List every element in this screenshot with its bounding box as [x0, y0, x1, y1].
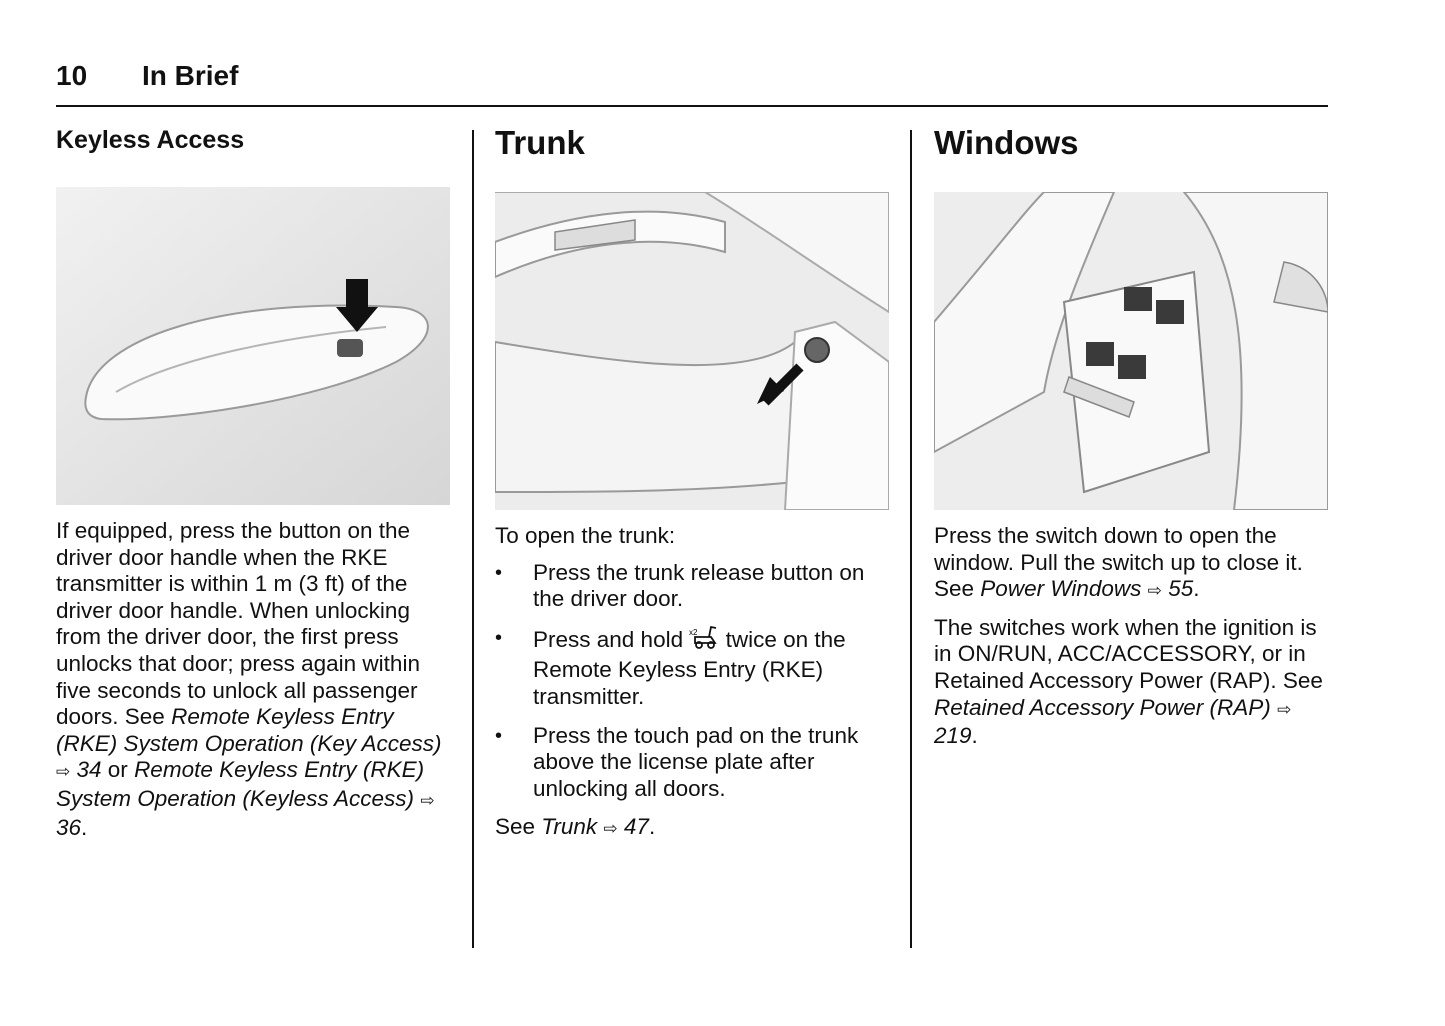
page-ref-36[interactable]: 36: [56, 814, 82, 840]
window-switches-illustration: [934, 192, 1328, 510]
period: .: [81, 814, 88, 840]
page-ref-47[interactable]: 47: [623, 814, 649, 840]
period: .: [1193, 576, 1200, 602]
windows-paragraph-2: [934, 615, 1328, 750]
trunk-release-illustration: [495, 192, 889, 510]
column-divider-1: [472, 130, 474, 948]
trunk-step-3: Press the touch pad on the trunk above the license plate after unlocking all doors.: [533, 722, 859, 801]
header-rule: [56, 105, 1328, 107]
bullet-icon: •: [495, 626, 503, 649]
windows-body-2: The switches work when the ignition is in ON/RUN, ACC/ACCESSORY, or in Retained Accessory Power (RAP). See: [934, 614, 1323, 693]
trunk-step-2-post: twice on the Remote Keyless Entry (RKE) transmitter.: [533, 626, 846, 709]
column-divider-2: [910, 130, 912, 948]
trunk-steps-list: [495, 560, 887, 803]
section-title: In Brief: [142, 60, 239, 91]
page-ref-arrow-icon: ⇨: [420, 790, 435, 810]
page-ref-55[interactable]: 55: [1168, 576, 1194, 602]
trunk-intro: To open the trunk:: [495, 523, 676, 548]
connector-text: or: [101, 757, 135, 783]
page-ref-219[interactable]: 219: [934, 723, 972, 749]
trunk-step-1: Press the trunk release button on the driver door.: [533, 559, 865, 612]
page-ref-arrow-icon: ⇨: [1277, 699, 1292, 719]
windows-paragraph-1: [934, 523, 1328, 605]
keyless-body: If equipped, press the button on the driver door handle when the RKE transmitter is within 1 m (3 ft) of the driver door handle. When unlocking from the driver door, the first press unlocks that door; press again within five seconds to unlock all passenger doors. See: [56, 518, 420, 730]
page-ref-arrow-icon: ⇨: [1147, 581, 1162, 601]
bullet-icon: •: [495, 561, 503, 584]
trunk-heading: Trunk: [495, 124, 585, 161]
page-ref-arrow-icon: ⇨: [603, 819, 618, 839]
keyless-access-text: [56, 518, 448, 851]
trunk-step-2-pre: Press and hold: [533, 626, 690, 652]
period: .: [648, 814, 656, 840]
windows-text: [934, 523, 1328, 760]
link-trunk[interactable]: Trunk: [541, 814, 598, 840]
trunk-icon-label: x2: [689, 627, 698, 637]
list-item: [495, 723, 887, 803]
period: .: [971, 723, 978, 749]
page-ref-arrow-icon: ⇨: [56, 762, 71, 782]
see-text: See: [495, 814, 542, 840]
trunk-text: [495, 523, 887, 853]
link-rke-key-access[interactable]: Remote Keyless Entry (RKE) System Operation (Key Access): [56, 704, 442, 756]
bullet-icon: •: [495, 724, 503, 747]
trunk-icon: [689, 625, 719, 658]
trunk-see-also: [495, 814, 887, 843]
keyless-paragraph: [56, 518, 448, 841]
page-number: 10: [56, 60, 88, 91]
link-retained-accessory-power[interactable]: Retained Accessory Power (RAP): [934, 694, 1271, 720]
link-rke-keyless-access[interactable]: Remote Keyless Entry (RKE) System Operation (Keyless Access): [56, 757, 425, 811]
link-power-windows[interactable]: Power Windows: [980, 576, 1142, 602]
list-item: [495, 560, 887, 613]
list-item: [495, 625, 887, 711]
page-ref-34[interactable]: 34: [76, 757, 102, 783]
windows-heading: Windows: [934, 124, 1079, 161]
windows-body-1: Press the switch down to open the window. Pull the switch up to close it. See: [934, 523, 1303, 602]
keyless-access-heading: Keyless Access: [56, 126, 245, 154]
door-handle-illustration: [56, 187, 450, 505]
